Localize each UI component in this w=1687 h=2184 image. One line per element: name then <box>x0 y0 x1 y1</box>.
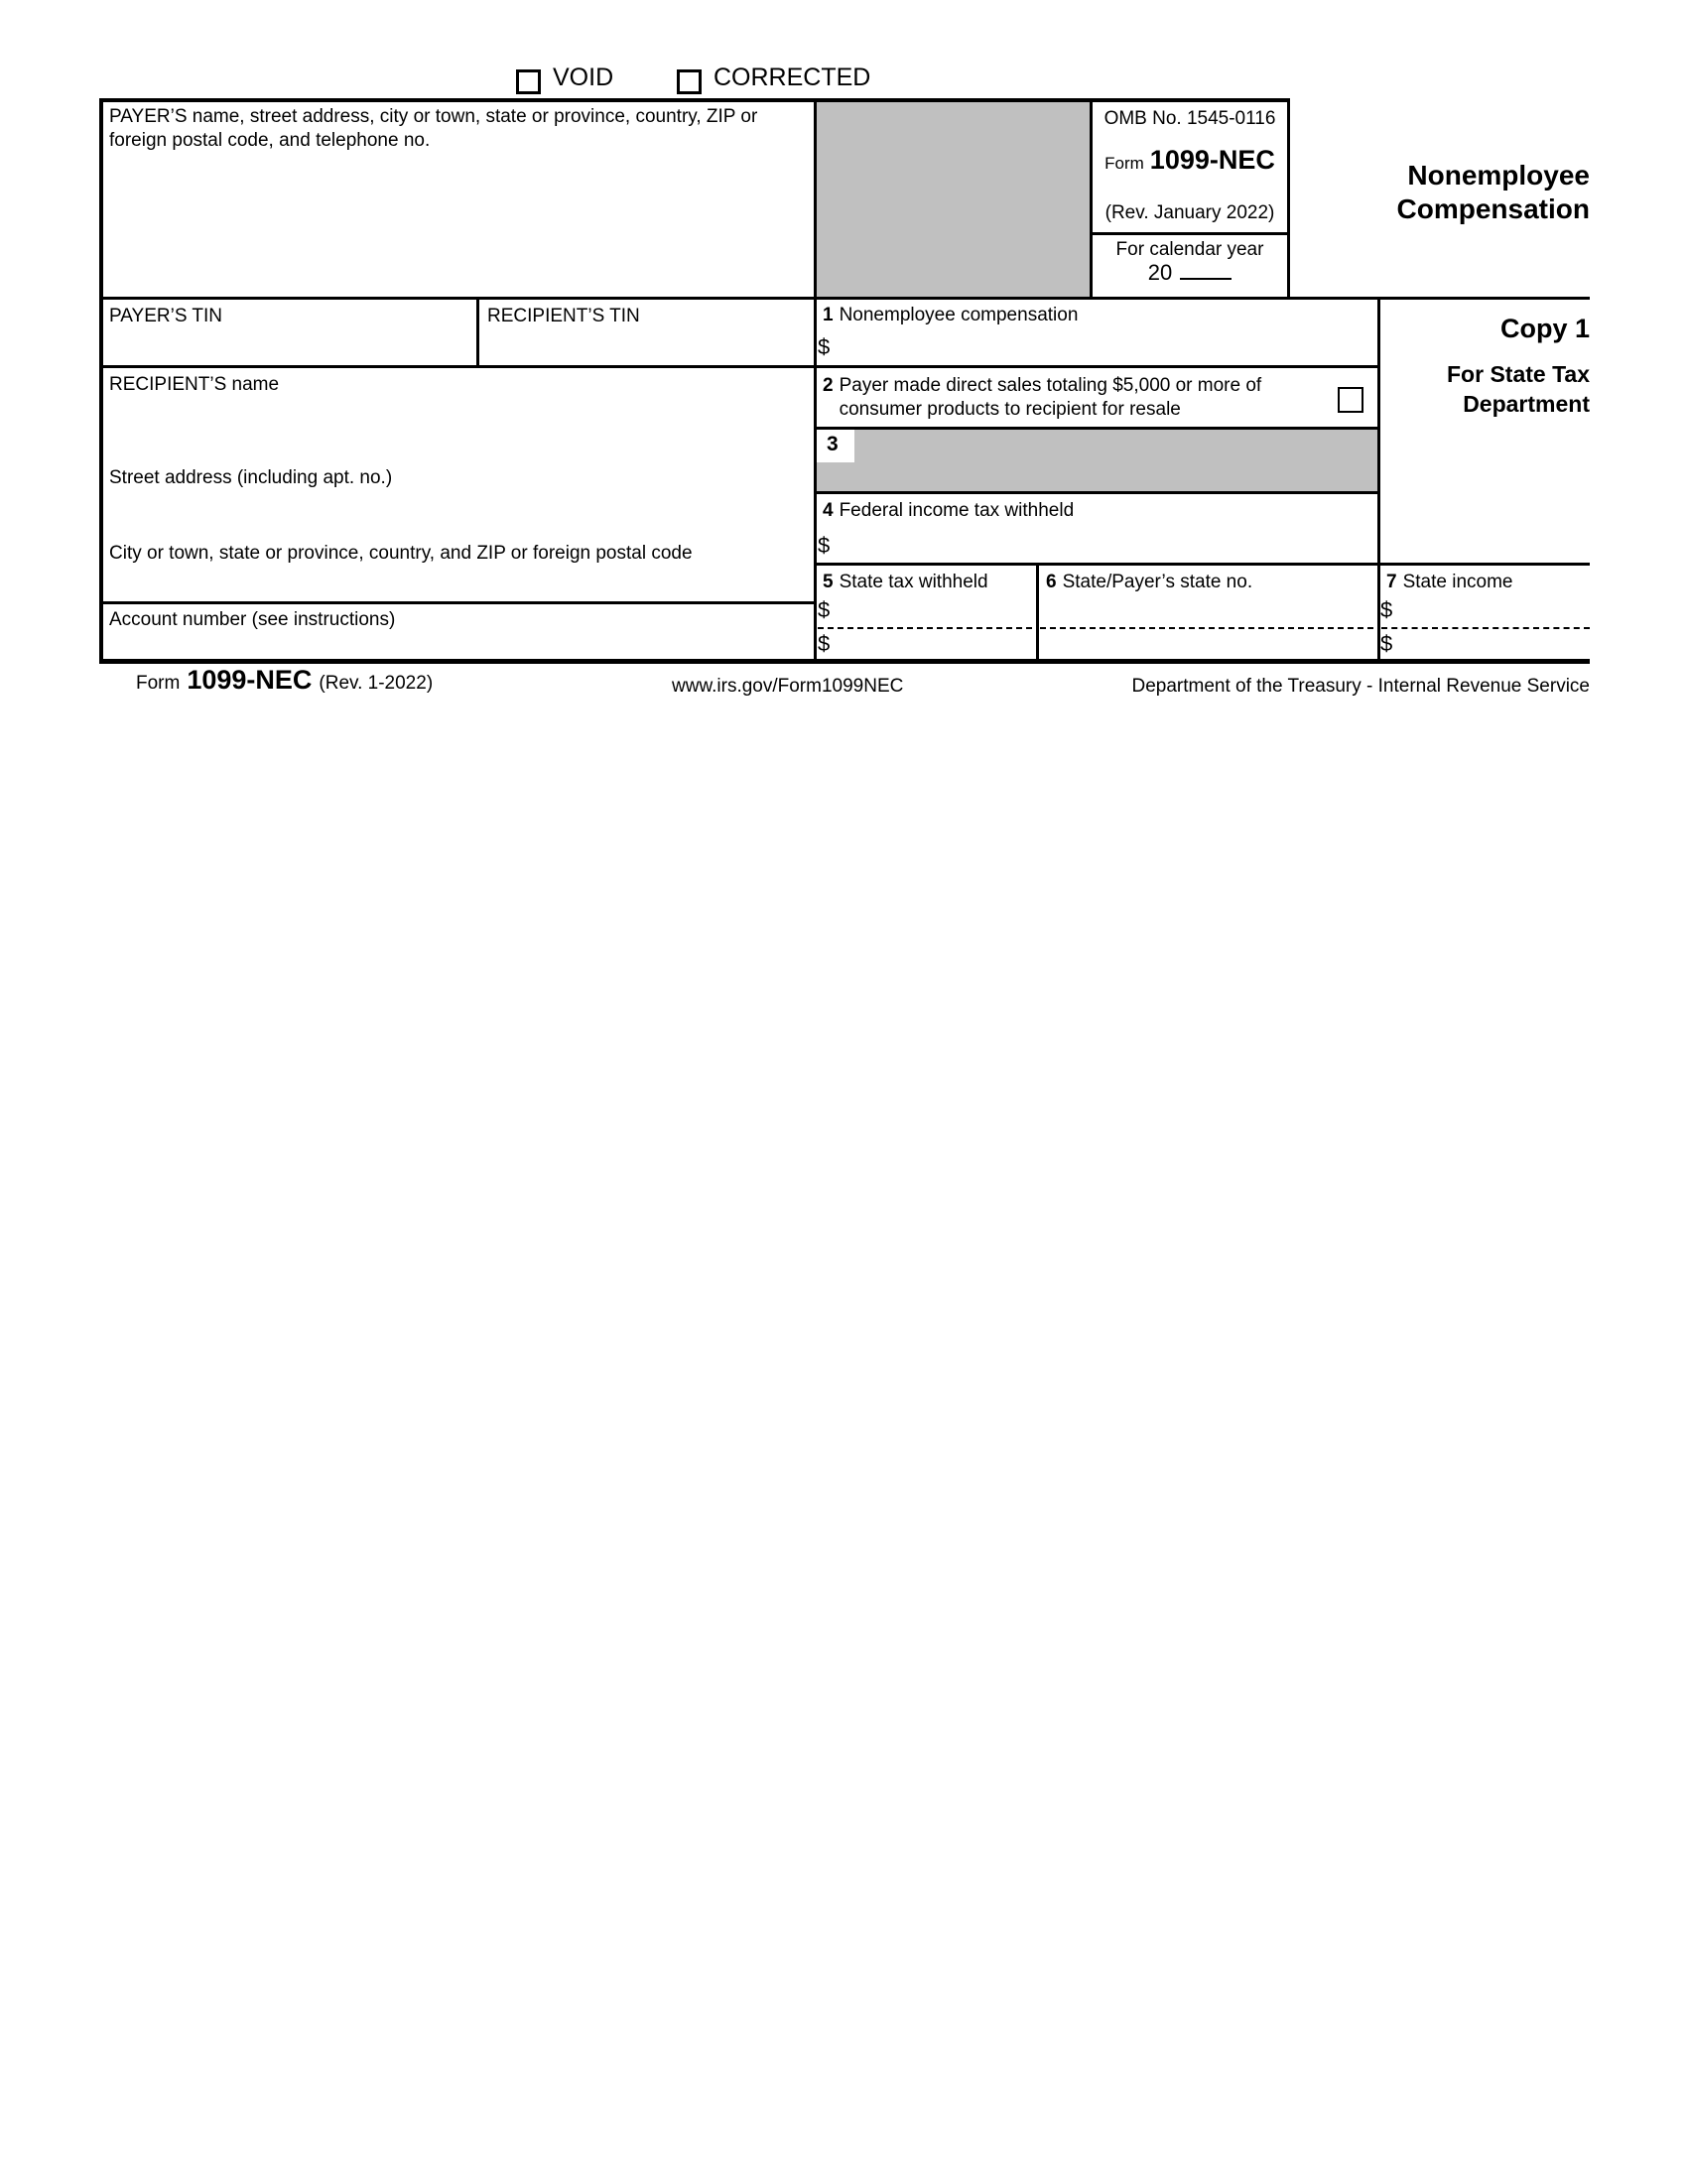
box7-number: 7 <box>1386 572 1397 592</box>
box3-number: 3 <box>827 433 839 455</box>
footer-agency: Department of the Treasury - Internal Revenue Service <box>1131 676 1590 697</box>
recipient-name-label: RECIPIENT’S name <box>109 374 280 395</box>
border-account-top <box>99 601 817 604</box>
footer-revision: (Rev. 1-2022) <box>319 673 434 694</box>
box4-dollar-sign: $ <box>818 533 831 558</box>
copy-for-line1: For State Tax <box>1447 361 1590 387</box>
box1-dollar-sign: $ <box>818 334 831 359</box>
border-box2-bottom <box>814 427 1380 430</box>
box1-label: Nonemployee compensation <box>839 305 1079 325</box>
shaded-area-top <box>817 102 1090 297</box>
box4-number: 4 <box>823 500 834 521</box>
box3-shaded-area <box>817 430 1377 491</box>
border-omb-divider <box>1090 232 1290 235</box>
box5-label: State tax withheld <box>839 572 988 592</box>
footer-url: www.irs.gov/Form1099NEC <box>672 676 904 697</box>
border-box4-bottom <box>814 563 1590 566</box>
void-checkbox[interactable] <box>516 69 541 94</box>
border-tin-divider <box>476 297 479 368</box>
box6-number: 6 <box>1046 572 1057 592</box>
box5-number: 5 <box>823 572 834 592</box>
box5-dollar-sign-bottom: $ <box>818 631 831 656</box>
border-mid-column <box>814 98 817 664</box>
box7-dollar-sign-top: $ <box>1380 597 1393 622</box>
calendar-year-prefix: 20 <box>1147 260 1173 285</box>
footer-form-word: Form <box>136 673 181 694</box>
border-box3-bottom <box>814 491 1380 494</box>
omb-form-word: Form <box>1104 154 1144 173</box>
box7-dollar-sign-bottom: $ <box>1380 631 1393 656</box>
omb-form-number: 1099-NEC <box>1149 145 1275 175</box>
calendar-year-label: For calendar year <box>1115 239 1264 260</box>
box2-label: Payer made direct sales totaling $5,000 or more of consumer products to recipient for resale <box>839 375 1262 420</box>
corrected-label: CORRECTED <box>714 64 871 91</box>
dashed-divider-box5 <box>818 627 1032 629</box>
box5-dollar-sign-top: $ <box>818 597 831 622</box>
street-address-label: Street address (including apt. no.) <box>109 467 393 488</box>
form-title-line2: Compensation <box>1396 193 1590 224</box>
copy-for-label <box>1447 359 1590 419</box>
payer-block-label: PAYER’S name, street address, city or town, state or province, country, ZIP or foreign postal code, and telephone no. <box>109 106 758 151</box>
box4-label: Federal income tax withheld <box>839 500 1075 521</box>
border-left <box>99 98 103 664</box>
omb-revision: (Rev. January 2022) <box>1104 202 1275 223</box>
border-bottom <box>99 659 1590 664</box>
border-top <box>99 98 1290 102</box>
box2-checkbox[interactable] <box>1338 387 1363 413</box>
calendar-year-blank[interactable] <box>1180 262 1232 280</box>
footer-form-number: 1099-NEC <box>187 665 313 695</box>
box2-number: 2 <box>823 375 834 396</box>
border-box5-box6-divider <box>1036 563 1039 664</box>
payer-tin-label: PAYER’S TIN <box>109 306 223 326</box>
recipient-tin-label: RECIPIENT’S TIN <box>487 306 640 326</box>
dashed-divider-box6 <box>1040 627 1373 629</box>
box6-label: State/Payer’s state no. <box>1062 572 1253 592</box>
copy-label: Copy 1 <box>1499 314 1590 343</box>
account-number-label: Account number (see instructions) <box>109 609 396 630</box>
box1-number: 1 <box>823 305 834 325</box>
city-label: City or town, state or province, country, and ZIP or foreign postal code <box>109 543 693 564</box>
box7-label: State income <box>1402 572 1513 592</box>
omb-number: OMB No. 1545-0116 <box>1103 108 1276 129</box>
border-row-tin-bottom <box>99 365 1380 368</box>
form-title <box>1397 159 1590 226</box>
form-title-line1: Nonemployee <box>1407 160 1590 191</box>
border-row-tin-top <box>99 297 1590 300</box>
void-label: VOID <box>553 64 614 91</box>
corrected-checkbox[interactable] <box>677 69 702 94</box>
copy-for-line2: Department <box>1463 391 1590 417</box>
dashed-divider-box7 <box>1381 627 1590 629</box>
